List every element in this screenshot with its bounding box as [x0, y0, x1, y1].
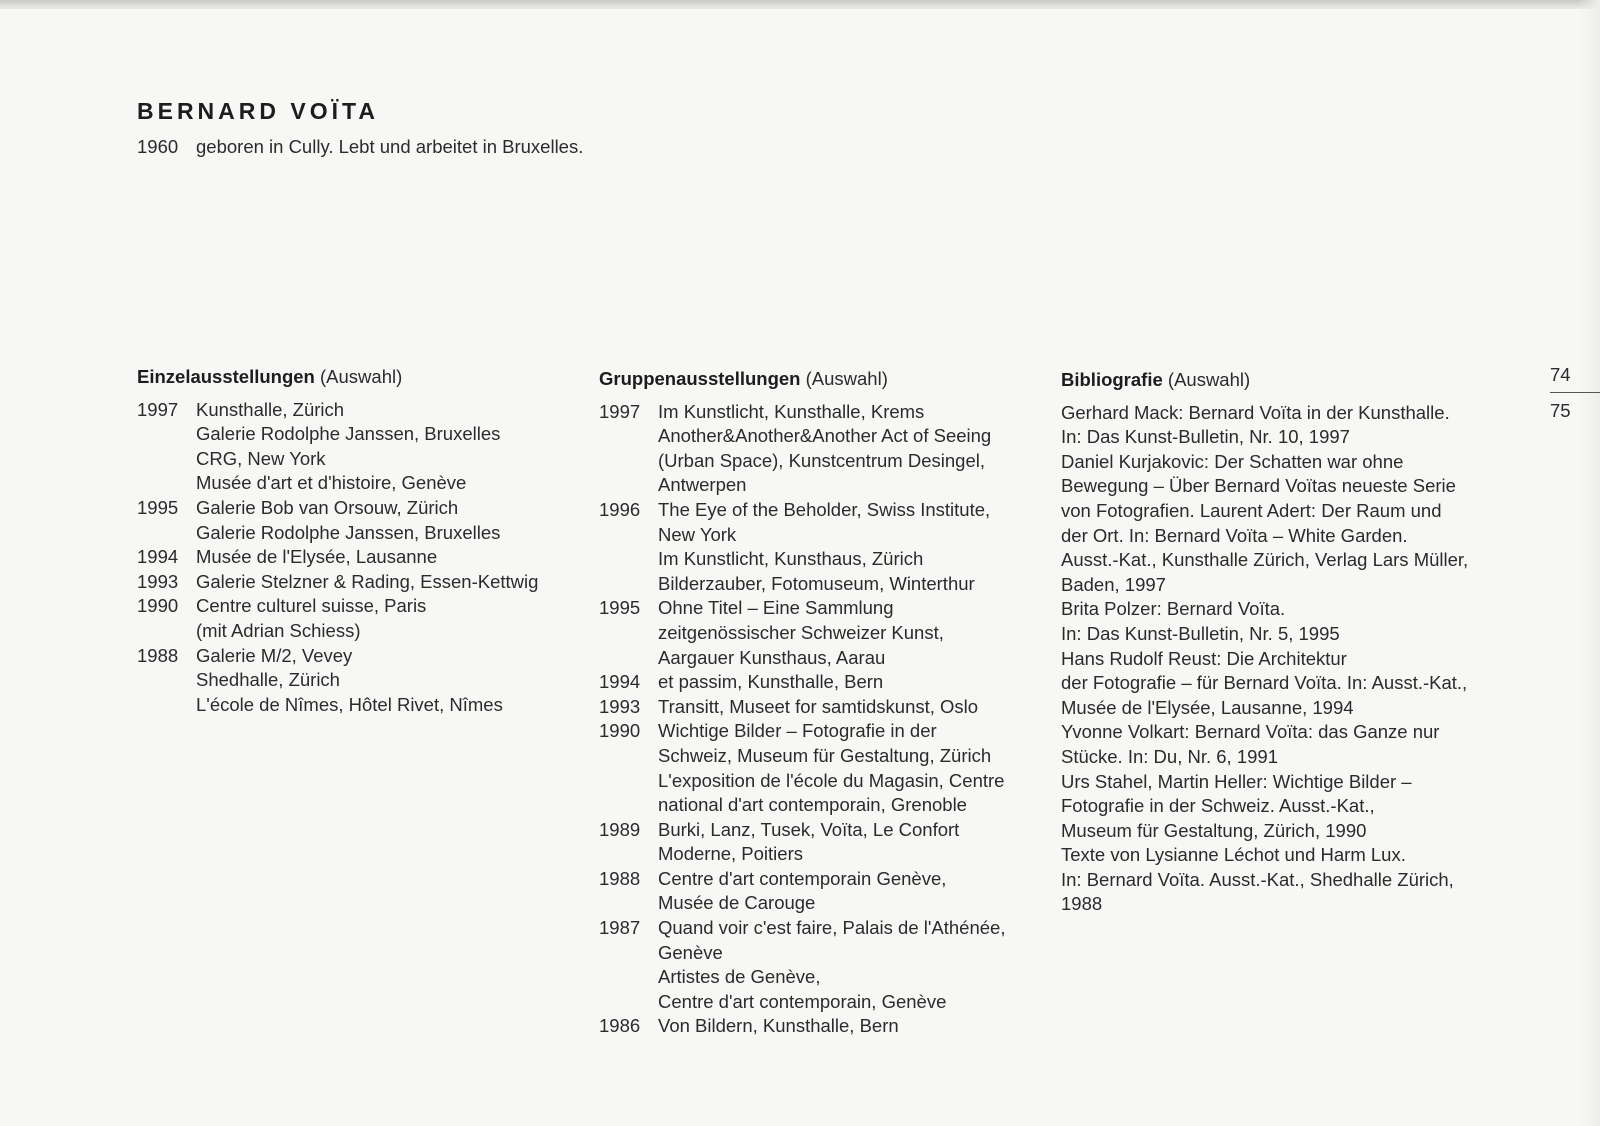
solo-heading-note: (Auswahl)	[320, 366, 403, 387]
exhibition-line: Wichtige Bilder – Fotografie in der	[658, 720, 937, 742]
exhibition-year: 1988	[137, 644, 179, 666]
page-numbers	[1550, 363, 1600, 423]
exhibition-line: L'école de Nîmes, Hôtel Rivet, Nîmes	[196, 693, 503, 715]
group-exhibitions-heading	[599, 367, 1039, 392]
exhibition-line: Shedhalle, Zürich	[196, 669, 340, 691]
exhibition-line: CRG, New York	[196, 447, 326, 469]
exhibition-line: Another&Another&Another Act of Seeing	[658, 425, 992, 447]
page-gutter-shadow	[1578, 0, 1600, 1126]
solo-exhibitions-section	[137, 365, 577, 717]
exhibition-lines	[658, 719, 1039, 817]
bibliography-line: Yvonne Volkart: Bernard Voïta: das Ganze nur	[1061, 721, 1440, 743]
bibliography-heading-note: (Auswahl)	[1167, 369, 1251, 390]
bibliography-line: Stücke. In: Du, Nr. 6, 1991	[1061, 745, 1278, 767]
exhibition-year: 1989	[599, 818, 641, 840]
group-heading-note: (Auswahl)	[805, 368, 888, 389]
exhibition-year: 1996	[599, 498, 641, 520]
exhibition-line: national d'art contemporain, Grenoble	[658, 794, 967, 816]
exhibition-entry	[137, 644, 577, 718]
exhibition-line: Im Kunstlicht, Kunsthaus, Zürich	[658, 548, 924, 570]
exhibition-entry	[137, 496, 577, 545]
exhibition-line: Quand voir c'est faire, Palais de l'Athénée,	[658, 917, 1006, 939]
exhibition-line: Musée de Carouge	[658, 892, 816, 914]
exhibition-line: New York	[658, 523, 737, 545]
exhibition-line: Bilderzauber, Fotomuseum, Winterthur	[658, 572, 975, 594]
exhibition-lines	[658, 867, 1039, 916]
bibliography-line: In: Das Kunst-Bulletin, Nr. 10, 1997	[1061, 426, 1350, 448]
exhibition-year: 1997	[599, 400, 641, 422]
exhibition-year: 1988	[599, 867, 641, 889]
exhibition-year: 1990	[599, 720, 641, 742]
exhibition-year: 1990	[137, 595, 179, 617]
exhibition-entry	[137, 570, 577, 595]
exhibition-entry	[137, 594, 577, 643]
exhibition-lines	[196, 570, 577, 595]
exhibition-line: et passim, Kunsthalle, Bern	[658, 671, 884, 693]
group-exhibitions-section	[599, 367, 1039, 1039]
exhibition-line: Centre d'art contemporain, Genève	[658, 990, 947, 1012]
solo-exhibitions-list	[137, 398, 577, 718]
exhibition-entry	[137, 398, 577, 496]
exhibition-lines	[658, 498, 1039, 596]
bibliography-line: Bewegung – Über Bernard Voïtas neueste Serie	[1061, 475, 1456, 497]
group-heading-title: Gruppenausstellungen	[599, 368, 801, 389]
exhibition-line: Galerie Rodolphe Janssen, Bruxelles	[196, 521, 501, 543]
exhibition-entry	[599, 498, 1039, 596]
exhibition-line: Transitt, Museet for samtidskunst, Oslo	[658, 695, 979, 717]
bibliography-line: Brita Polzer: Bernard Voïta.	[1061, 598, 1286, 620]
exhibition-line: The Eye of the Beholder, Swiss Institute,	[658, 498, 991, 520]
exhibition-entry	[599, 670, 1039, 695]
exhibition-lines	[658, 695, 1039, 720]
bibliography-line: Gerhard Mack: Bernard Voïta in der Kunsthalle.	[1061, 401, 1450, 423]
bibliography-line: der Fotografie – für Bernard Voïta. In: Ausst.-Kat.,	[1061, 672, 1468, 694]
exhibition-lines	[658, 916, 1039, 1014]
exhibition-lines	[658, 670, 1039, 695]
exhibition-year: 1986	[599, 1015, 641, 1037]
exhibition-line: Moderne, Poitiers	[658, 843, 803, 865]
exhibition-year: 1995	[137, 496, 179, 518]
bibliography-line: 1988	[1061, 893, 1103, 915]
exhibition-line: Musée de l'Elysée, Lausanne	[196, 546, 438, 568]
exhibition-year: 1993	[599, 695, 641, 717]
solo-heading-title: Einzelausstellungen	[137, 366, 315, 387]
exhibition-lines	[658, 400, 1039, 498]
page-number-divider	[1550, 392, 1600, 393]
exhibition-line: Galerie Rodolphe Janssen, Bruxelles	[196, 423, 501, 445]
exhibition-line: L'exposition de l'école du Magasin, Centre	[658, 769, 1005, 791]
bibliography-line: Texte von Lysianne Léchot und Harm Lux.	[1061, 844, 1406, 866]
exhibition-line: Musée d'art et d'histoire, Genève	[196, 472, 467, 494]
exhibition-entry	[599, 400, 1039, 498]
exhibition-entry	[599, 867, 1039, 916]
exhibition-year: 1993	[137, 570, 179, 592]
exhibition-line: (Urban Space), Kunstcentrum Desingel,	[658, 449, 985, 471]
exhibition-line: Im Kunstlicht, Kunsthalle, Krems	[658, 400, 925, 422]
artist-bio	[137, 136, 583, 158]
exhibition-entry	[137, 545, 577, 570]
exhibition-year: 1994	[137, 546, 179, 568]
page-number-left: 74	[1550, 364, 1571, 385]
exhibition-line: Galerie Stelzner & Rading, Essen-Kettwig	[196, 570, 539, 592]
exhibition-line: Galerie M/2, Vevey	[196, 644, 353, 666]
birth-year: 1960	[137, 136, 179, 157]
exhibition-year: 1987	[599, 917, 641, 939]
exhibition-lines	[658, 596, 1039, 670]
exhibition-line: Antwerpen	[658, 474, 747, 496]
bibliography-list	[1061, 401, 1501, 917]
exhibition-line: Schweiz, Museum für Gestaltung, Zürich	[658, 744, 992, 766]
exhibition-lines	[658, 818, 1039, 867]
exhibition-line: zeitgenössischer Schweizer Kunst,	[658, 621, 944, 643]
exhibition-entry	[599, 916, 1039, 1014]
bibliography-section	[1061, 368, 1501, 917]
exhibition-lines	[196, 545, 577, 570]
exhibition-lines	[658, 1014, 1039, 1039]
bibliography-line: von Fotografien. Laurent Adert: Der Raum und	[1061, 499, 1442, 521]
exhibition-line: Burki, Lanz, Tusek, Voïta, Le Confort	[658, 818, 960, 840]
exhibition-line: Genève	[658, 941, 723, 963]
page-top-edge	[0, 0, 1600, 9]
bibliography-line: der Ort. In: Bernard Voïta – White Garden.	[1061, 524, 1408, 546]
exhibition-lines	[196, 496, 577, 545]
exhibition-entry	[599, 1014, 1039, 1039]
bibliography-line: In: Bernard Voïta. Ausst.-Kat., Shedhalle Zürich,	[1061, 868, 1454, 890]
bibliography-heading-title: Bibliografie	[1061, 369, 1163, 390]
exhibition-line: Von Bildern, Kunsthalle, Bern	[658, 1015, 899, 1037]
exhibition-entry	[599, 818, 1039, 867]
exhibition-line: Ohne Titel – Eine Sammlung	[658, 597, 894, 619]
page-number-right: 75	[1550, 400, 1571, 421]
exhibition-line: Artistes de Genève,	[658, 966, 821, 988]
exhibition-year: 1997	[137, 398, 179, 420]
bibliography-line: Urs Stahel, Martin Heller: Wichtige Bilder –	[1061, 770, 1412, 792]
exhibition-line: Kunsthalle, Zürich	[196, 398, 345, 420]
bibliography-line: Hans Rudolf Reust: Die Architektur	[1061, 647, 1347, 669]
exhibition-line: Aargauer Kunsthaus, Aarau	[658, 646, 886, 668]
bibliography-line: Baden, 1997	[1061, 573, 1166, 595]
bibliography-line: In: Das Kunst-Bulletin, Nr. 5, 1995	[1061, 622, 1340, 644]
bibliography-heading	[1061, 368, 1501, 393]
exhibition-line: Centre d'art contemporain Genève,	[658, 867, 947, 889]
exhibition-year: 1995	[599, 597, 641, 619]
bibliography-line: Fotografie in der Schweiz. Ausst.-Kat.,	[1061, 795, 1375, 817]
birth-text: geboren in Cully. Lebt und arbeitet in Bruxelles.	[196, 136, 584, 157]
bibliography-line: Daniel Kurjakovic: Der Schatten war ohne	[1061, 450, 1404, 472]
exhibition-entry	[599, 695, 1039, 720]
group-exhibitions-list	[599, 400, 1039, 1039]
exhibition-year: 1994	[599, 671, 641, 693]
bibliography-line: Museum für Gestaltung, Zürich, 1990	[1061, 819, 1367, 841]
exhibition-entry	[599, 596, 1039, 670]
exhibition-entry	[599, 719, 1039, 817]
bibliography-line: Ausst.-Kat., Kunsthalle Zürich, Verlag Lars Müller,	[1061, 549, 1469, 571]
exhibition-lines	[196, 644, 577, 718]
solo-exhibitions-heading	[137, 365, 577, 390]
exhibition-lines	[196, 398, 577, 496]
exhibition-line: (mit Adrian Schiess)	[196, 619, 361, 641]
exhibition-lines	[196, 594, 577, 643]
exhibition-line: Galerie Bob van Orsouw, Zürich	[196, 496, 459, 518]
bibliography-line: Musée de l'Elysée, Lausanne, 1994	[1061, 696, 1354, 718]
artist-name: BERNARD VOÏTA	[137, 98, 379, 124]
exhibition-line: Centre culturel suisse, Paris	[196, 595, 427, 617]
